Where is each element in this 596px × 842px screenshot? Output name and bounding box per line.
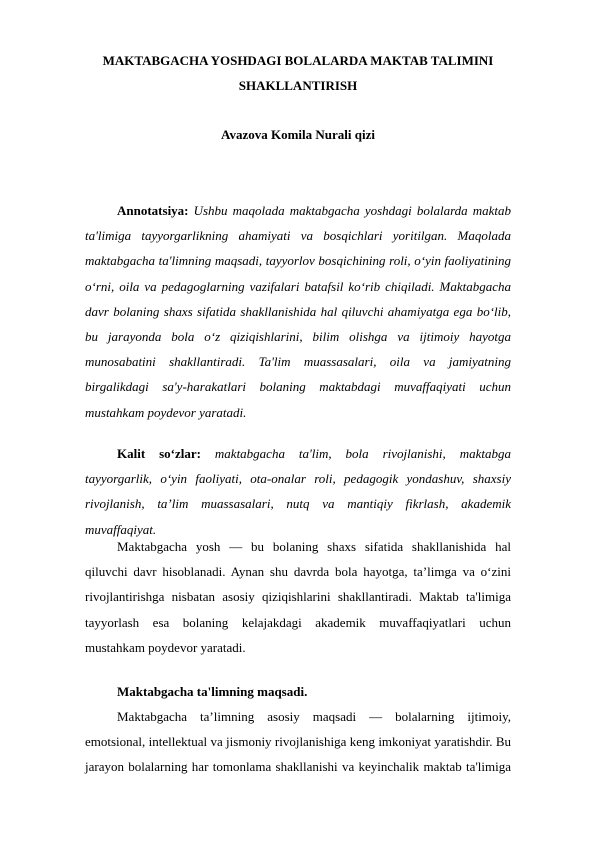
section-paragraph: Maktabgacha ta’limning asosiy maqsadi — bolalarning ijtimoiy, emotsional, intellektual va jismoniy rivojlanishiga keng imkoniyat yaratishdir. Bu jarayon bolalarning har tomonlama shakllanishi va keyinchalik maktab ta'limiga xyxy=(85,709,511,775)
document-title xyxy=(85,48,511,98)
title-line-2: SHAKLLANTIRISH xyxy=(238,78,358,93)
intro-paragraph: Maktabgacha yosh — bu bolaning shaxs sifatida shakllanishida hal qiluvchi davr hisoblanadi. Aynan shu davrda bola hayotga, ta’limga va o‘zini rivojlantirishga nisbatan asosiy qiziqishlarini shakllantiradi. Maktab ta'limiga tayyorlash esa bolaning kelajakdagi akademik muvaffaqiyatlari uchun mustahkam poydevor yaratadi. xyxy=(85,539,511,655)
abstract-paragraph xyxy=(85,198,511,425)
keywords-label: Kalit so‘zlar: xyxy=(117,446,201,461)
keywords-text: maktabgacha ta'lim, bola rivojlanishi, maktabga tayyorgarlik, o‘yin faoliyati, ota-onalar roli, pedagogik yondashuv, shaxsiy rivojlanish, ta’lim muassasalari, nutq va mantiqiy fikrlash, akademik muvaffaqiyat. xyxy=(85,446,511,537)
author-name: Avazova Komila Nurali qizi xyxy=(221,127,375,142)
abstract-label: Annotatsiya: xyxy=(117,203,189,218)
abstract-text: Ushbu maqolada maktabgacha yoshdagi bolalarda maktab ta'limiga tayyorgarlikning ahamiyati va bosqichlari yoritilgan. Maqolada maktabgacha ta'limning maqsadi, tayyorlov bosqichining roli, o‘yin faoliyatining o‘rni, oila va pedagoglarning vazifalari batafsil ko‘rib chiqiladi. Maktabgacha davr bolaning shaxs sifatida shakllanishida hal qiluvchi ahamiyatga ega bo‘lib, bu jarayonda bola o‘z qiziqishlarini, bilim olishga va ijtimoiy hayotga munosabatini shakllantiradi. Ta'lim muassasalari, oila va jamiyatning birgalikdagi sa'y-harakatlari bolaning maktabdagi muvaffaqiyati uchun mustahkam poydevor yaratadi. xyxy=(85,203,512,420)
section-heading: Maktabgacha ta'limning maqsadi. xyxy=(117,684,308,699)
title-line-1: MAKTABGACHA YOSHDAGI BOLALARDA MAKTAB TALIMINI xyxy=(102,53,494,68)
keywords-paragraph xyxy=(85,441,511,542)
